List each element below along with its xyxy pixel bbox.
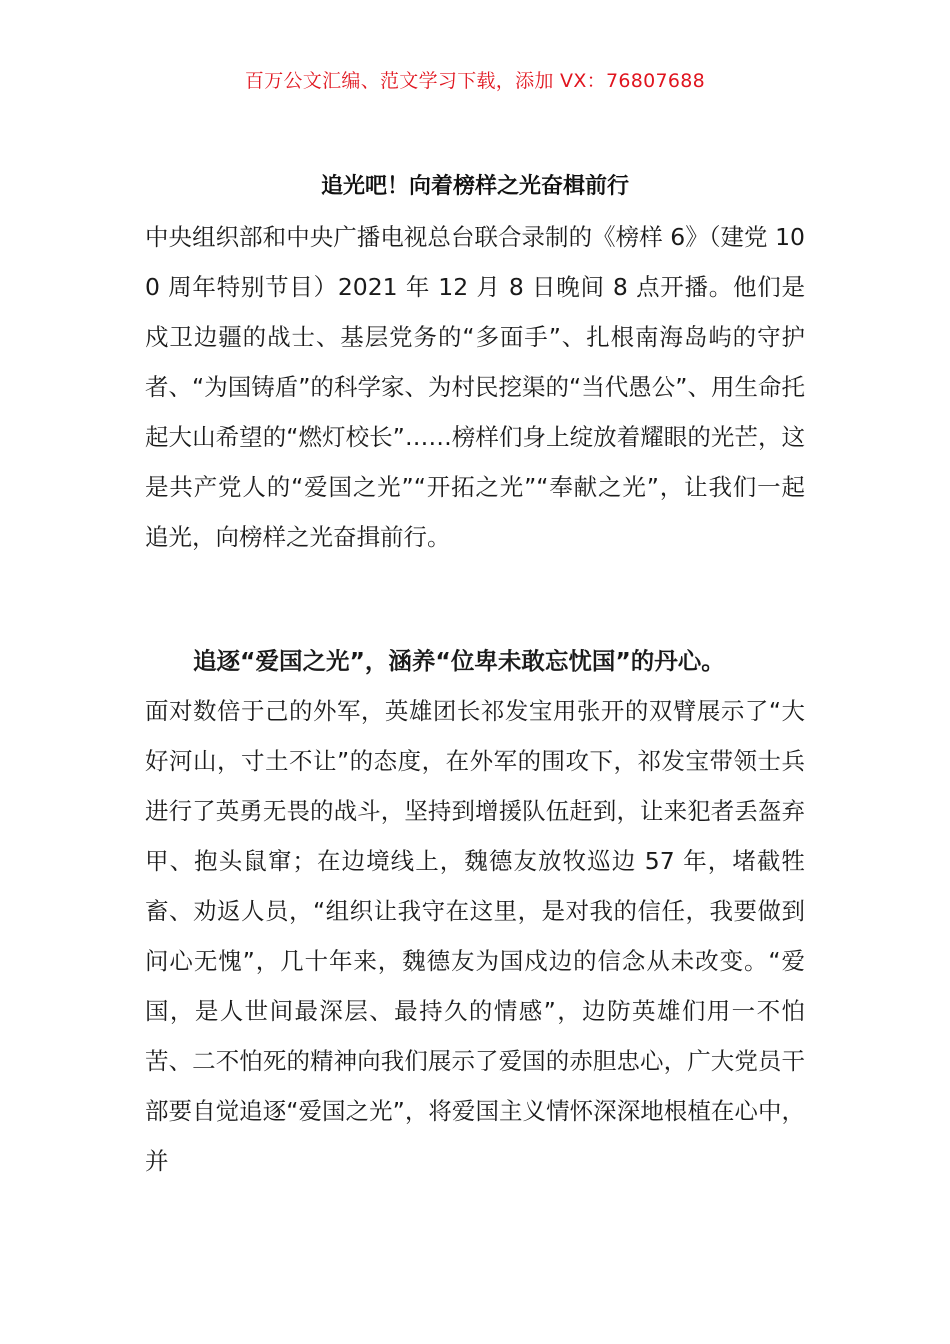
intro-paragraph: 中央组织部和中央广播电视总台联合录制的《榜样 6》（建党 100 周年特别节目）2021 年 12 月 8 日晚间 8 点开播。他们是戍卫边疆的战士、基层党务的“多面手”、扎根南海岛屿的守护者、“为国铸盾”的科学家、为村民挖渠的“当代愚公”、用生命托起大山希望的“燃灯校长”……榜样们身上绽放着耀眼的光芒，这是共产党人的“爱国之光”“开拓之光”“奉献之光”，让我们一起追光，向榜样之光奋揖前行。 — [145, 223, 805, 551]
header-banner: 百万公文汇编、范文学习下载，添加 VX：76807688 — [244, 70, 706, 92]
page-title: 追光吧！向着榜样之光奋楫前行 — [320, 174, 629, 199]
section-1-body: 面对数倍于己的外军，英雄团长祁发宝用张开的双臂展示了“大好河山，寸土不让”的态度，在外军的围攻下，祁发宝带领士兵进行了英勇无畏的战斗，坚持到增援队伍赶到，让来犯者丢盔弃甲、抱头鼠窜；在边境线上，魏德友放牧巡边 57 年，堵截牲畜、劝返人员，“组织让我守在这里，是对我的信任，我要做到问心无愧”，几十年来，魏德友为国戍边的信念从未改变。“爱国，是人世间最深层、最持久的情感”，边防英雄们用一不怕苦、二不怕死的精神向我们展示了爱国的赤胆忠心，广大党员干部要自觉追逐“爱国之光”，将爱国主义情怀深深地根植在心中，并 — [145, 697, 805, 1175]
section-1-heading: 追逐“爱国之光”，涵养“位卑未敢忘忧国”的丹心。 — [193, 647, 725, 675]
section-1 — [145, 636, 805, 1186]
